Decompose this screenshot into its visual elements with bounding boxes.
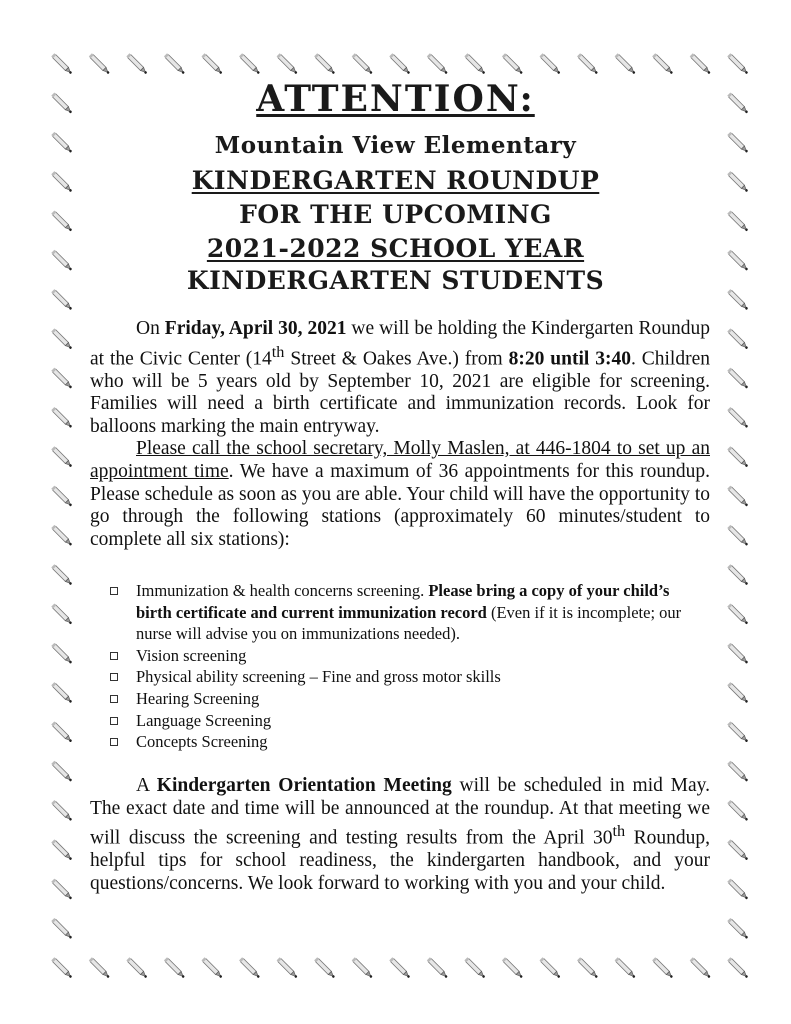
station-text: Immunization & health concerns screening.: [136, 581, 429, 600]
list-item: [108, 710, 708, 732]
pencil-icon: [51, 721, 73, 743]
pencil-icon: [727, 643, 749, 665]
pencil-icon: [239, 53, 261, 75]
pencil-icon: [239, 957, 261, 979]
station-text: (Even if it is incomplete; our nurse will advise you on immunizations needed).: [136, 602, 682, 644]
pencil-icon: [539, 53, 561, 75]
students-heading: KINDERGARTEN STUDENTS: [186, 266, 605, 295]
pencil-icon: [727, 761, 749, 783]
pencil-icon: [727, 957, 749, 979]
intro-text: On: [136, 318, 165, 339]
pencil-icon: [727, 604, 749, 626]
orientation-meeting: Kindergarten Orientation Meeting: [156, 775, 452, 796]
school-year-heading: 2021-2022 SCHOOL YEAR: [206, 234, 585, 263]
station-emphasis: Please bring a copy of your child’s birth certificate and current immunization record: [136, 581, 670, 622]
pencil-icon: [277, 53, 299, 75]
station-text: Hearing Screening: [136, 688, 260, 708]
station-text: Language Screening: [136, 710, 272, 730]
pencil-icon: [164, 957, 186, 979]
pencil-icon: [539, 957, 561, 979]
pencil-icon: [727, 839, 749, 861]
pencil-icon: [201, 53, 223, 75]
pencil-icon: [464, 53, 486, 75]
pencil-icon: [51, 918, 73, 940]
pencil-icon: [727, 368, 749, 390]
pencil-icon: [89, 53, 111, 75]
orientation-text: will be scheduled in mid May. The exact date and time will be announced at the roundup. At that meeting we will discuss the screening and testing results from the April 30: [90, 775, 710, 849]
pencil-icon: [690, 53, 712, 75]
pencil-icon: [577, 53, 599, 75]
orientation-paragraph: [90, 775, 710, 895]
pencil-icon: [51, 368, 73, 390]
pencil-icon: [427, 53, 449, 75]
pencil-icon: [51, 761, 73, 783]
pencil-icon: [727, 486, 749, 508]
pencil-icon: [727, 328, 749, 350]
orientation-text: Roundup, helpful tips for school readiness, the kindergarten handbook, and your questions/concerns. We look forward to working with you and your child.: [90, 827, 710, 894]
pencil-icon: [201, 957, 223, 979]
stations-list: [108, 580, 708, 753]
pencil-icon: [51, 53, 73, 75]
pencil-icon: [314, 957, 336, 979]
pencil-icon: [727, 918, 749, 940]
attention-heading: ATTENTION:: [256, 78, 535, 120]
checkbox-bullet-icon: [110, 587, 118, 595]
intro-text: we will be holding the Kindergarten Roundup at the Civic Center (14: [90, 318, 710, 370]
pencil-icon: [727, 800, 749, 822]
upcoming-heading: FOR THE UPCOMING: [239, 200, 552, 229]
intro-text: . Children who will be 5 years old by September 10, 2021 are eligible for screening. Families will need a birth certificate and immunization records. Look for balloons marking the main entryway.: [90, 348, 710, 437]
checkbox-bullet-icon: [110, 738, 118, 746]
pencil-icon: [502, 53, 524, 75]
checkbox-bullet-icon: [110, 717, 118, 725]
pencil-icon: [51, 879, 73, 901]
pencil-icon: [51, 486, 73, 508]
pencil-icon: [727, 446, 749, 468]
ordinal-suffix: th: [271, 342, 285, 361]
intro-text: Street & Oakes Ave.) from: [284, 348, 509, 370]
pencil-icon: [652, 957, 674, 979]
pencil-icon: [727, 721, 749, 743]
pencil-icon: [727, 682, 749, 704]
pencil-icon: [727, 525, 749, 547]
list-item: [108, 688, 708, 710]
intro-paragraph: [90, 318, 710, 551]
roundup-heading: KINDERGARTEN ROUNDUP: [191, 166, 600, 195]
pencil-icon: [51, 604, 73, 626]
pencil-icon: [652, 53, 674, 75]
pencil-icon: [615, 957, 637, 979]
pencil-icon: [89, 957, 111, 979]
pencil-icon: [727, 879, 749, 901]
pencil-icon: [389, 957, 411, 979]
checkbox-bullet-icon: [110, 673, 118, 681]
pencil-icon: [464, 957, 486, 979]
orientation-text: A: [136, 775, 157, 796]
pencil-icon: [51, 643, 73, 665]
pencil-icon: [502, 957, 524, 979]
school-name: Mountain View Elementary: [214, 132, 577, 159]
pencil-icon: [51, 800, 73, 822]
pencil-icon: [51, 839, 73, 861]
pencil-icon: [164, 53, 186, 75]
station-text: Vision screening: [136, 645, 247, 665]
list-item: [108, 731, 708, 753]
list-item: [108, 580, 708, 645]
pencil-icon: [51, 682, 73, 704]
list-item: [108, 666, 708, 688]
pencil-icon: [51, 957, 73, 979]
checkbox-bullet-icon: [110, 652, 118, 660]
pencil-icon: [727, 53, 749, 75]
station-text: Physical ability screening – Fine and gross motor skills: [136, 667, 501, 687]
intro-text: . We have a maximum of 36 appointments for this roundup. Please schedule as soon as you are able. Your child will have the opportunity to go through the following stations (approximately 60 minutes/student to complete all six stations):: [90, 461, 711, 550]
pencil-icon: [126, 53, 148, 75]
pencil-icon: [51, 407, 73, 429]
ordinal-suffix: th: [612, 822, 626, 841]
pencil-icon: [126, 957, 148, 979]
station-text: Concepts Screening: [136, 732, 268, 752]
pencil-icon: [352, 957, 374, 979]
call-instruction: Please call the school secretary, Molly Maslen, at 446-1804 to set up an appointment time: [90, 438, 710, 483]
pencil-icon: [51, 525, 73, 547]
pencil-icon: [615, 53, 637, 75]
pencil-icon: [51, 446, 73, 468]
pencil-icon: [51, 328, 73, 350]
roundup-time: 8:20 until 3:40: [508, 348, 631, 370]
pencil-icon: [389, 53, 411, 75]
pencil-icon: [427, 957, 449, 979]
roundup-date: Friday, April 30, 2021: [164, 318, 347, 339]
pencil-icon: [51, 564, 73, 586]
pencil-icon: [690, 957, 712, 979]
pencil-icon: [352, 53, 374, 75]
list-item: [108, 645, 708, 667]
checkbox-bullet-icon: [110, 695, 118, 703]
pencil-icon: [277, 957, 299, 979]
pencil-icon: [727, 407, 749, 429]
pencil-icon: [577, 957, 599, 979]
pencil-icon: [314, 53, 336, 75]
pencil-icon: [727, 564, 749, 586]
